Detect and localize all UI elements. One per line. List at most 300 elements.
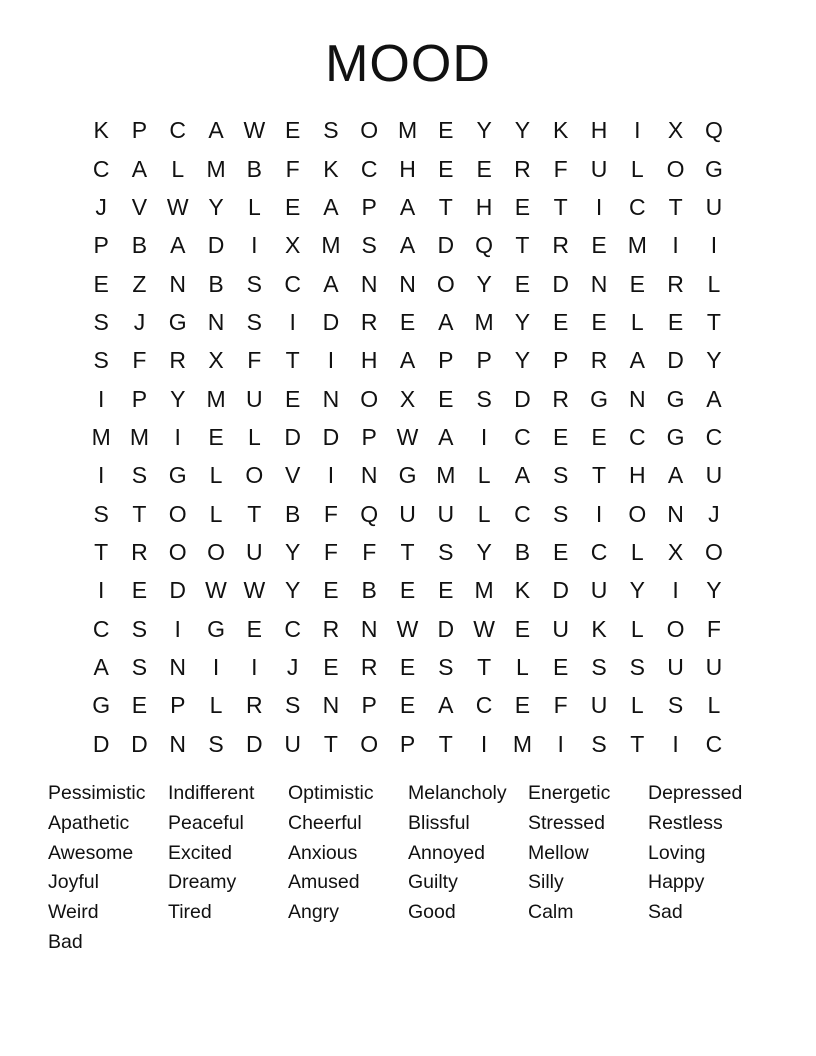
grid-letter: C <box>360 155 378 182</box>
grid-letter: S <box>93 308 109 335</box>
grid-letter: E <box>323 577 339 604</box>
grid-letter: M <box>474 308 494 335</box>
grid-letter: O <box>207 538 225 565</box>
grid-letter: L <box>630 615 644 642</box>
grid-letter: V <box>284 462 301 489</box>
grid-letter: C <box>628 193 646 220</box>
grid-letter: L <box>247 423 261 450</box>
grid-letter: G <box>207 615 225 642</box>
grid-letter: U <box>246 538 263 565</box>
grid-letter: Q <box>475 232 494 259</box>
word-list-item: Depressed <box>648 782 743 804</box>
grid-letter: K <box>591 615 607 642</box>
grid-row <box>82 494 733 532</box>
grid-letter: E <box>514 615 531 642</box>
grid-letter: B <box>208 270 224 297</box>
grid-letter: W <box>166 193 189 220</box>
grid-row <box>82 456 733 494</box>
grid-letter: U <box>667 653 684 680</box>
grid-letter: L <box>209 462 223 489</box>
grid-letter: E <box>246 615 262 642</box>
grid-letter: L <box>630 155 644 182</box>
grid-letter: E <box>438 117 454 144</box>
grid-letter: P <box>131 117 148 144</box>
grid-letter: D <box>437 615 455 642</box>
grid-letter: F <box>362 538 377 565</box>
grid-letter: U <box>552 615 570 642</box>
grid-letter: T <box>553 193 568 220</box>
word-list-item: Awesome <box>48 841 134 864</box>
grid-letter: E <box>284 385 301 412</box>
grid-letter: J <box>95 193 107 220</box>
grid-letter: I <box>251 232 258 259</box>
grid-letter: R <box>552 232 570 259</box>
word-list-item: Good <box>408 901 456 924</box>
grid-letter: U <box>590 692 608 719</box>
grid-letter: B <box>131 232 148 259</box>
grid-letter: I <box>174 615 181 642</box>
word-list-item: Excited <box>168 841 232 864</box>
grid-letter: E <box>399 692 416 719</box>
grid-letter: D <box>514 385 531 412</box>
grid-letter: Y <box>629 577 645 604</box>
word-list-item: Happy <box>648 871 705 894</box>
word-list-item: Joyful <box>48 871 99 894</box>
grid-letter: T <box>285 347 300 374</box>
grid-letter: R <box>552 385 570 412</box>
word-list-item: Restless <box>648 811 723 834</box>
grid-letter: A <box>399 347 416 374</box>
grid-letter: O <box>628 500 647 527</box>
grid-letter: H <box>590 117 608 144</box>
grid-letter: H <box>360 347 378 374</box>
grid-letter: S <box>93 500 109 527</box>
grid-letter: D <box>322 423 340 450</box>
grid-letter: E <box>399 308 416 335</box>
grid-letter: C <box>284 270 301 297</box>
grid-letter: D <box>169 577 187 604</box>
word-list-item: Amused <box>288 871 360 894</box>
grid-letter: T <box>438 730 453 757</box>
grid-row <box>82 264 733 302</box>
grid-letter: S <box>591 653 607 680</box>
word-list-item: Tired <box>168 901 212 924</box>
grid-letter: P <box>476 347 492 374</box>
grid-letter: Y <box>476 538 492 565</box>
grid-letter: D <box>552 270 570 297</box>
grid-letter: L <box>477 462 491 489</box>
grid-letter: A <box>629 347 645 374</box>
word-list-item: Mellow <box>528 841 589 864</box>
grid-letter: N <box>399 270 416 297</box>
grid-letter: Y <box>706 347 722 374</box>
grid-letter: A <box>438 423 454 450</box>
grid-letter: Q <box>704 117 723 144</box>
grid-letter: S <box>361 232 377 259</box>
grid-letter: A <box>706 385 722 412</box>
grid-letter: S <box>246 308 262 335</box>
grid-letter: C <box>92 615 110 642</box>
grid-letter: S <box>246 270 262 297</box>
grid-letter: Z <box>132 270 147 297</box>
grid-letter: O <box>360 730 379 757</box>
grid-letter: N <box>207 308 225 335</box>
grid-letter: U <box>437 500 455 527</box>
grid-letter: X <box>284 232 301 259</box>
grid-letter: J <box>286 653 299 680</box>
grid-row <box>82 341 733 379</box>
grid-letter: B <box>284 500 301 527</box>
grid-letter: P <box>438 347 454 374</box>
grid-letter: O <box>245 462 264 489</box>
grid-letter: A <box>131 155 148 182</box>
grid-letter: H <box>399 155 416 182</box>
grid-letter: U <box>246 385 263 412</box>
grid-letter: D <box>667 347 684 374</box>
grid-letter: B <box>246 155 262 182</box>
grid-letter: F <box>247 347 262 374</box>
grid-letter: T <box>247 500 262 527</box>
grid-letter: A <box>667 462 684 489</box>
word-list-item: Silly <box>528 871 564 894</box>
grid-letter: A <box>323 270 339 297</box>
grid-letter: X <box>399 385 416 412</box>
grid-letter: R <box>667 270 684 297</box>
grid-letter: L <box>707 692 721 719</box>
grid-letter: K <box>323 155 339 182</box>
grid-row <box>82 303 733 341</box>
word-list-item: Indifferent <box>168 782 255 804</box>
grid-letter: S <box>553 500 569 527</box>
grid-letter: G <box>590 385 608 412</box>
grid-letter: M <box>91 423 111 450</box>
grid-letter: Q <box>360 500 379 527</box>
grid-letter: U <box>705 193 723 220</box>
grid-letter: S <box>667 692 684 719</box>
grid-letter: E <box>514 193 531 220</box>
word-list-item: Annoyed <box>408 841 485 864</box>
grid-letter: P <box>553 347 569 374</box>
grid-letter: E <box>553 653 569 680</box>
grid-letter: T <box>94 538 109 565</box>
grid-letter: P <box>399 730 416 757</box>
grid-letter: N <box>360 462 378 489</box>
grid-letter: C <box>705 423 723 450</box>
grid-letter: T <box>591 462 607 489</box>
grid-letter: V <box>131 193 148 220</box>
grid-letter: R <box>360 653 378 680</box>
grid-letter: S <box>438 653 454 680</box>
grid-letter: L <box>247 193 261 220</box>
grid-letter: T <box>132 500 147 527</box>
grid-letter: R <box>590 347 608 374</box>
word-list-item: Bad <box>48 930 83 953</box>
grid-letter: J <box>133 308 146 335</box>
grid-letter: E <box>131 692 148 719</box>
grid-letter: C <box>514 500 531 527</box>
grid-letter: N <box>628 385 646 412</box>
grid-letter: Y <box>514 347 531 374</box>
grid-letter: F <box>285 155 300 182</box>
grid-letter: X <box>667 117 684 144</box>
grid-letter: E <box>323 653 339 680</box>
grid-letter: C <box>475 692 493 719</box>
grid-letter: E <box>438 385 454 412</box>
grid-letter: A <box>399 193 416 220</box>
grid-letter: S <box>323 117 339 144</box>
grid-row <box>82 648 733 686</box>
grid-letter: R <box>322 615 340 642</box>
grid-letter: E <box>667 308 684 335</box>
grid-letter: A <box>93 653 109 680</box>
grid-letter: O <box>704 538 723 565</box>
word-list-item: Cheerful <box>288 811 362 834</box>
grid-letter: M <box>512 730 532 757</box>
grid-letter: D <box>92 730 110 757</box>
grid-letter: W <box>243 577 266 604</box>
grid-letter: A <box>438 308 454 335</box>
grid-letter: R <box>169 347 187 374</box>
grid-letter: I <box>97 577 105 604</box>
grid-letter: H <box>475 193 493 220</box>
grid-letter: A <box>323 193 339 220</box>
grid-letter: N <box>360 615 378 642</box>
grid-letter: G <box>168 308 187 335</box>
grid-letter: Y <box>476 117 492 144</box>
grid-letter: U <box>590 577 608 604</box>
grid-letter: I <box>97 462 105 489</box>
grid-letter: G <box>92 692 111 719</box>
grid-letter: C <box>628 423 646 450</box>
grid-letter: E <box>514 692 531 719</box>
grid-letter: U <box>705 653 723 680</box>
grid-letter: I <box>672 730 679 757</box>
grid-letter: P <box>93 232 109 259</box>
word-list-item: Dreamy <box>168 871 237 894</box>
grid-letter: O <box>168 538 187 565</box>
grid-row <box>82 149 733 187</box>
word-list-item: Melancholy <box>408 782 507 804</box>
grid-letter: L <box>209 692 223 719</box>
grid-letter: L <box>630 692 644 719</box>
grid-letter: D <box>284 423 301 450</box>
grid-letter: O <box>666 155 685 182</box>
word-list-item: Guilty <box>408 871 458 894</box>
word-list-item: Angry <box>288 901 339 924</box>
grid-letter: N <box>360 270 378 297</box>
grid-letter: K <box>514 577 531 604</box>
grid-letter: M <box>474 577 494 604</box>
grid-letter: O <box>360 385 379 412</box>
word-list-item: Pessimistic <box>48 782 146 804</box>
word-list-item: Calm <box>528 901 574 924</box>
grid-letter: W <box>243 117 266 144</box>
grid-letter: F <box>553 692 568 719</box>
grid-letter: D <box>246 730 263 757</box>
grid-row <box>82 188 733 226</box>
grid-letter: E <box>591 232 607 259</box>
grid-letter: S <box>131 615 148 642</box>
grid-letter: M <box>321 232 341 259</box>
grid-letter: S <box>438 538 454 565</box>
grid-letter: R <box>246 692 263 719</box>
grid-letter: U <box>590 155 608 182</box>
grid-row <box>82 379 733 417</box>
grid-letter: J <box>708 500 720 527</box>
grid-row <box>82 226 733 264</box>
grid-letter: S <box>93 347 109 374</box>
grid-letter: E <box>591 423 607 450</box>
grid-letter: I <box>595 500 603 527</box>
grid-letter: Y <box>284 538 301 565</box>
grid-letter: I <box>634 117 641 144</box>
grid-letter: D <box>322 308 340 335</box>
grid-letter: U <box>705 462 723 489</box>
grid-letter: P <box>361 423 377 450</box>
grid-letter: G <box>168 462 187 489</box>
letter-grid <box>82 111 733 763</box>
grid-letter: Y <box>514 308 531 335</box>
grid-letter: O <box>666 615 685 642</box>
word-list-item: Apathetic <box>48 811 130 834</box>
grid-letter: I <box>480 423 488 450</box>
grid-letter: E <box>438 577 454 604</box>
grid-letter: T <box>323 730 338 757</box>
grid-letter: X <box>208 347 224 374</box>
grid-letter: S <box>131 653 148 680</box>
grid-letter: N <box>169 730 187 757</box>
grid-letter: C <box>284 615 301 642</box>
grid-letter: I <box>289 308 296 335</box>
grid-letter: E <box>591 308 607 335</box>
grid-letter: T <box>515 232 530 259</box>
grid-letter: L <box>630 538 644 565</box>
word-list-item: Weird <box>48 901 99 924</box>
grid-letter: F <box>132 347 147 374</box>
grid-letter: G <box>398 462 417 489</box>
grid-letter: T <box>477 653 492 680</box>
grid-letter: F <box>323 538 338 565</box>
grid-letter: A <box>438 692 454 719</box>
grid-letter: O <box>168 500 187 527</box>
grid-letter: Y <box>706 577 722 604</box>
grid-letter: T <box>630 730 645 757</box>
grid-letter: N <box>322 692 340 719</box>
word-list-item: Peaceful <box>168 811 244 834</box>
grid-letter: G <box>666 423 685 450</box>
grid-letter: L <box>707 270 721 297</box>
grid-letter: H <box>628 462 646 489</box>
grid-letter: E <box>208 423 224 450</box>
grid-letter: E <box>399 653 416 680</box>
grid-letter: Y <box>476 270 492 297</box>
grid-letter: O <box>360 117 379 144</box>
grid-letter: T <box>706 308 721 335</box>
grid-letter: B <box>514 538 531 565</box>
grid-letter: U <box>284 730 301 757</box>
grid-letter: W <box>396 615 419 642</box>
grid-letter: M <box>397 117 418 144</box>
grid-letter: I <box>710 232 718 259</box>
grid-letter: I <box>595 193 603 220</box>
word-list-item: Sad <box>648 901 683 924</box>
grid-letter: L <box>171 155 185 182</box>
grid-letter: E <box>131 577 148 604</box>
grid-letter: C <box>514 423 531 450</box>
grid-letter: I <box>327 462 335 489</box>
grid-letter: R <box>360 308 378 335</box>
grid-letter: S <box>553 462 569 489</box>
grid-letter: I <box>480 730 488 757</box>
grid-row <box>82 725 733 763</box>
grid-letter: S <box>629 653 645 680</box>
grid-letter: I <box>672 577 679 604</box>
grid-letter: W <box>396 423 419 450</box>
grid-letter: L <box>209 500 223 527</box>
grid-letter: A <box>208 117 224 144</box>
grid-row <box>82 111 733 149</box>
word-list-item: Loving <box>648 841 706 864</box>
grid-letter: L <box>477 500 491 527</box>
grid-letter: M <box>206 385 226 412</box>
grid-letter: E <box>438 155 454 182</box>
grid-letter: E <box>514 270 531 297</box>
grid-letter: E <box>93 270 109 297</box>
grid-letter: X <box>667 538 684 565</box>
grid-row <box>82 418 733 456</box>
grid-letter: L <box>516 653 529 680</box>
grid-row <box>82 533 733 571</box>
grid-letter: C <box>705 730 723 757</box>
word-list <box>48 779 768 958</box>
grid-letter: N <box>169 653 187 680</box>
grid-letter: G <box>666 385 685 412</box>
grid-letter: C <box>169 117 187 144</box>
grid-letter: S <box>476 385 492 412</box>
grid-letter: M <box>436 462 456 489</box>
grid-letter: E <box>553 308 569 335</box>
grid-letter: E <box>284 193 301 220</box>
grid-row <box>82 571 733 609</box>
word-list-item: Anxious <box>288 841 358 864</box>
grid-letter: D <box>207 232 225 259</box>
grid-letter: D <box>131 730 148 757</box>
grid-letter: M <box>206 155 226 182</box>
grid-letter: N <box>590 270 608 297</box>
grid-letter: P <box>361 692 377 719</box>
grid-letter: N <box>667 500 684 527</box>
grid-letter: T <box>400 538 415 565</box>
grid-letter: E <box>476 155 492 182</box>
word-list-item: Stressed <box>528 811 605 834</box>
grid-letter: Y <box>284 577 301 604</box>
grid-letter: T <box>438 193 453 220</box>
grid-letter: D <box>437 232 455 259</box>
grid-letter: I <box>251 653 258 680</box>
grid-letter: F <box>553 155 568 182</box>
grid-letter: E <box>553 423 569 450</box>
grid-letter: C <box>92 155 110 182</box>
word-list-item: Energetic <box>528 782 611 804</box>
grid-letter: K <box>553 117 569 144</box>
grid-letter: K <box>93 117 109 144</box>
grid-letter: Y <box>208 193 224 220</box>
grid-letter: L <box>630 308 644 335</box>
grid-letter: N <box>322 385 340 412</box>
grid-letter: S <box>131 462 148 489</box>
grid-row <box>82 686 733 724</box>
grid-letter: S <box>591 730 607 757</box>
